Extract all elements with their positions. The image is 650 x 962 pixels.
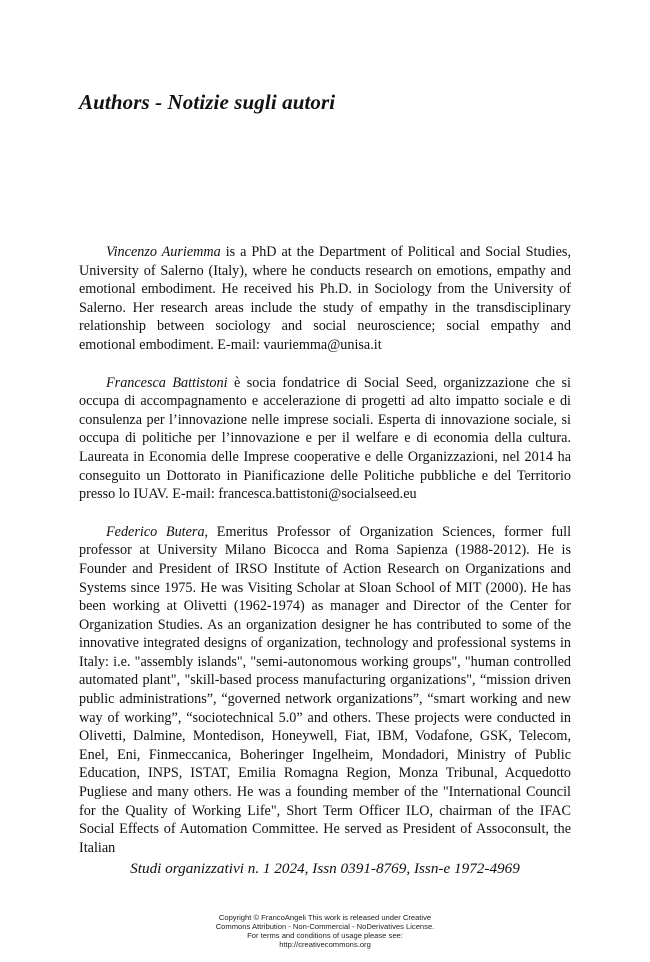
- page-title: Authors - Notizie sugli autori: [79, 90, 336, 114]
- author-bio: [79, 243, 571, 355]
- license-notice: [0, 913, 650, 949]
- license-line: Commons Attribution - Non-Commercial - NoDerivatives License.: [215, 922, 435, 931]
- author-bio-text: is a PhD at the Department of Political and Social Studies, University of Salerno (Italy), where he conducts research on emotions, empathy and emotional embodiment. He received his Ph.D. in Sociology from the University of Salerno. Her research areas include the study of empathy in the transdisciplinary relationship between sociology and social neuroscience; social empathy and emotional embodiment. E-mail: vauriemma@unisa.it: [79, 244, 571, 353]
- author-name: Vincenzo Auriemma: [106, 244, 221, 260]
- author-bio-text: , Emeritus Professor of Organization Sciences, former full professor at University Milano Bicocca and Roma Sapienza (1988-2012). He is Founder and President of IRSO Institute of Action Research on Organizations and Systems since 1975. He was Visiting Scholar at Sloan School of MIT (2000). He has been working at Olivetti (1962-1974) as manager and Director of the Center for Organization Studies. As an organization designer he has contributed to some of the innovative integrated designs of organization, technology and professional systems in Italy: i.e. "assembly islands", "semi-autonomous working groups", "human controlled automated plant", "skill-based process manufacturing organizations", “mission driven public administrations”, “governed network organizations”, “smart working and new way of working”, “sociotechnical 5.0” and others. These projects were conducted in Olivetti, Dalmine, Montedison, Honeywell, Fiat, IBM, Vodafone, GSK, Telecom, Enel, Eni, Finmeccanica, Boheringer Ingelheim, Mondadori, Ministry of Public Education, INPS, ISTAT, Emilia Romagna Region, Monza Tribunal, Acquedotto Pugliese and many others. He was a founding member of the "International Council for the Quality of Working Life", Short Term Officer ILO, chairman of the IFAC Social Effects of Automation Committee. He served as President of Assoconsult, the Italian: [79, 523, 572, 856]
- authors-list: [79, 243, 571, 876]
- author-bio-text: è socia fondatrice di Social Seed, organizzazione che si occupa di accompagnamento e accelerazione di progetti ad alto impatto sociale e di consulenza per l’innovazione nelle imprese sociali. Esperta di innovazione sociale, si occupa di politiche per l’innovazione e per il welfare e di economia della cultura. Laureata in Economia delle Imprese cooperative e delle Organizzazioni, nel 2014 ha conseguito un Dottorato in Pianificazione delle Politiche pubbliche e del Territorio presso lo IUAV. E-mail: francesca.battistoni@socialseed.eu: [79, 374, 571, 503]
- license-line: For terms and conditions of usage please see:: [247, 931, 403, 940]
- author-bio: [79, 374, 571, 504]
- author-name: Francesca Battistoni: [106, 374, 228, 391]
- author-bio: [79, 523, 571, 858]
- license-link[interactable]: http://creativecommons.org: [279, 940, 371, 949]
- license-line: Copyright © FrancoAngeli This work is released under Creative: [218, 913, 432, 922]
- author-name: Federico Butera: [106, 523, 205, 540]
- journal-citation: Studi organizzativi n. 1 2024, Issn 0391-8769, Issn-e 1972-4969: [130, 860, 520, 877]
